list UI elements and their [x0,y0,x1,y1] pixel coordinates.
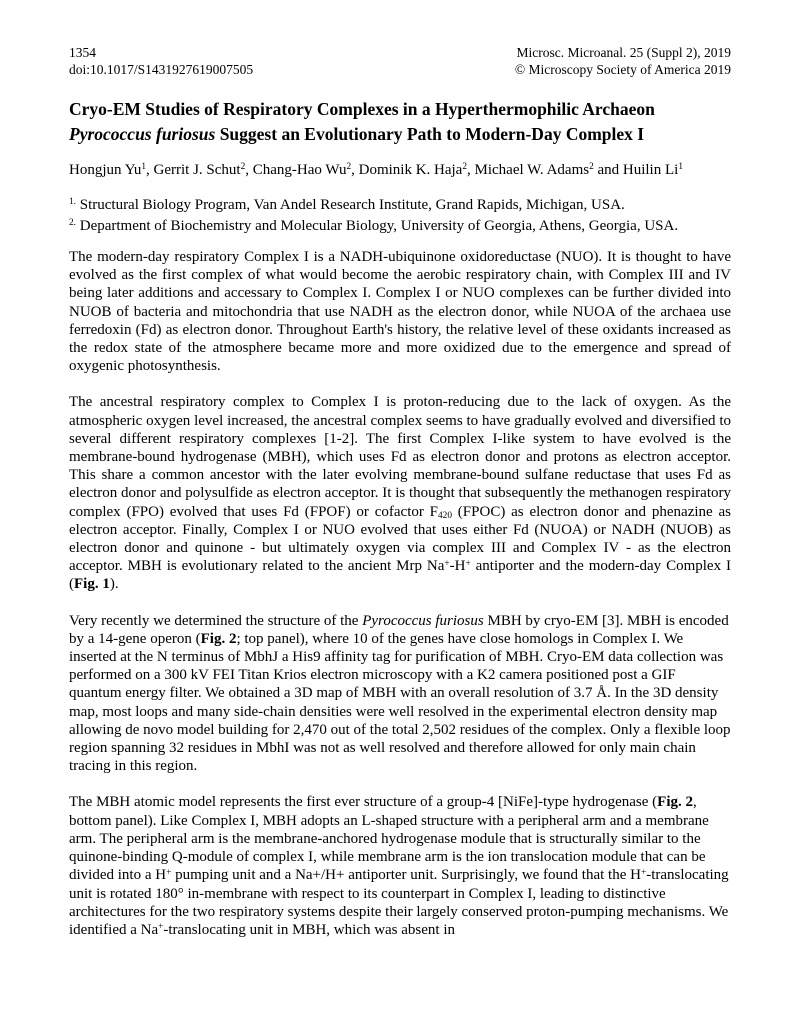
paper-title: Cryo-EM Studies of Respiratory Complexes in a Hyperthermophilic Archaeon Pyrococcus furiosus Suggest an Evolutionary Path to Modern-Day Complex I [69,99,655,144]
author-list: Hongjun Yu$^1$, Gerrit J. Schut$^2$, Chang-Hao Wu$^2$, Dominik K. Haja$^2$, Michael W. Adams$^2$ and Huilin Li$^1$ [69,162,683,178]
paragraph-3: Very recently we determined the structure of the Pyrococcus furiosus MBH by cryo-EM [3]. MBH is encoded by a 14-gene operon (Fig. 2; top panel), where 10 of the genes have close homologs in Complex I. We inserted at the N terminus of MbhJ a His9 affinity tag for purification of MBH. Cryo-EM data collection was performed on a 300 kV FEI Titan Krios electron microscopy with a K2 camera positioned post a GIF quantum energy filter. We obtained a 3D map of MBH with an overall resolution of 3.7 Å. In the 3D density map, most loops and many side-chain densities were well resolved in the experimental electron density map allowing de novo model building for 2,470 out of the total 2,502 residues of the complex. Only a flexible loop region spanning 32 residues in MbhI was not as well resolved and therefore allowed for only main chain tracing in this region. [69,612,731,775]
affiliation-2: $^{2.}$ Department of Biochemistry and Molecular Biology, University of Georgia, Athens, Georgia, USA. [69,217,679,234]
affiliation-1: $^{1.}$ Structural Biology Program, Van Andel Research Institute, Grand Rapids, Michigan, USA. [69,197,625,213]
journal-reference: Microsc. Microanal. 25 (Suppl 2), 2019 [516,45,731,60]
page-number: 1354 [69,45,96,60]
affiliation-list [69,195,731,236]
paragraph-4: The MBH atomic model represents the first ever structure of a group-4 [NiFe]-type hydrogenase (Fig. 2, bottom panel). Like Complex I, MBH adopts an L-shaped structure with a peripheral arm and a membrane arm. The peripheral arm is the membrane-anchored hydrogenase module that is structurally similar to the quinone-binding Q-module of complex I, while membrane arm is the ion translocation module that can be divided into a H+ pumping unit and a Na+/H+ antiporter unit. Surprisingly, we found that the H+-translocating unit is rotated 180° in-membrane with respect to its counterpart in Complex I, leading to distinctive architectures for the two respiratory systems despite their largely conserved proton-pumping mechanisms. We identified a Na+-translocating unit in MBH, which was absent in [69,794,729,938]
copyright-notice: © Microscopy Society of America 2019 [514,62,731,77]
paragraph-1: The modern-day respiratory Complex I is a NADH-ubiquinone oxidoreductase (NUO). It is thought to have evolved as the first complex of what would become the aerobic respiratory chain, with Complex III and IV being later additions and accessary to Complex I. Complex I or NUO complexes can be further divided into NUOB of bacteria and mitochondria that use NADH as the electron donor, while NUOA of the archaea use ferredoxin (Fd) as electron donor. Throughout Earth's history, the relative level of these oxidants increased as the redox state of the atmosphere became more and more oxidized due to the emergence and spread of oxygenic photosynthesis. [69,249,731,375]
header-right [515,44,731,78]
document-page [69,0,731,939]
header-left [69,44,253,78]
doi: doi:10.1017/S1431927619007505 [69,62,254,77]
page-header [69,0,731,78]
paragraph-2: The ancestral respiratory complex to Complex I is proton-reducing due to the lack of oxygen. As the atmospheric oxygen level increased, the ancestral complex seems to have gradually evolved and diversified to several different respiratory complexes [1-2]. The first Complex I-like system to have evolved is the membrane-bound hydrogenase (MBH), which uses Fd as electron donor and protons as electron acceptor. This share a common ancestor with the later evolving membrane-bound sulfane reductase that uses Fd as electron donor and polysulfide as electron acceptor. It is thought that subsequently the methanogen respiratory complex (FPO) evolved that uses Fd (FPOF) or cofactor $F_{420}$ (FPOC) as electron donor and phenazine as electron acceptor. Finally, Complex I or NUO evolved that uses either Fd (NUOA) or NADH (NUOB) as electron donor and quinone - but ultimately oxygen via complex III and Complex IV - as the electron acceptor. MBH is evolutionary related to the ancient Mrp Na+-H+ antiporter and the modern-day Complex I (Fig. 1). [69,394,731,593]
